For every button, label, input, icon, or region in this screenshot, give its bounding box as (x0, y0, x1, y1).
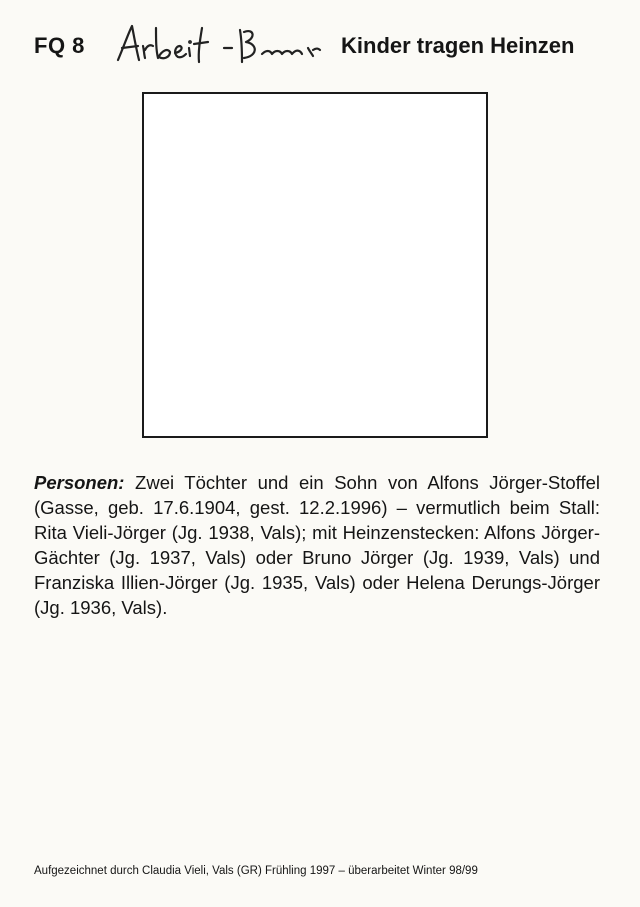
recording-credit: Aufgezeichnet durch Claudia Vieli, Vals (GR) Frühling 1997 – überarbeitet Winter 98/99 (34, 865, 478, 877)
photo-placeholder-frame (142, 92, 488, 438)
persons-description (34, 470, 600, 620)
persons-label: Personen: (34, 472, 125, 493)
persons-text: Zwei Töchter und ein Sohn von Alfons Jörger-Stoffel (Gasse, geb. 17.6.1904, gest. 12.2.1996) – vermutlich beim Stall: Rita Vieli-Jörger (Jg. 1938, Vals); mit Heinzenstecken: Alfons Jörger-Gächter (Jg. 1937, Vals) oder Bruno Jörger (Jg. 1939, Vals) und Franziska Illien-Jörger (Jg. 1935, Vals) oder Helena Derungs-Jörger (Jg. 1936, Vals). (34, 472, 601, 618)
card-title: Kinder tragen Heinzen (341, 33, 575, 58)
card-code: FQ 8 (34, 33, 85, 58)
handwritten-annotation (112, 20, 328, 68)
